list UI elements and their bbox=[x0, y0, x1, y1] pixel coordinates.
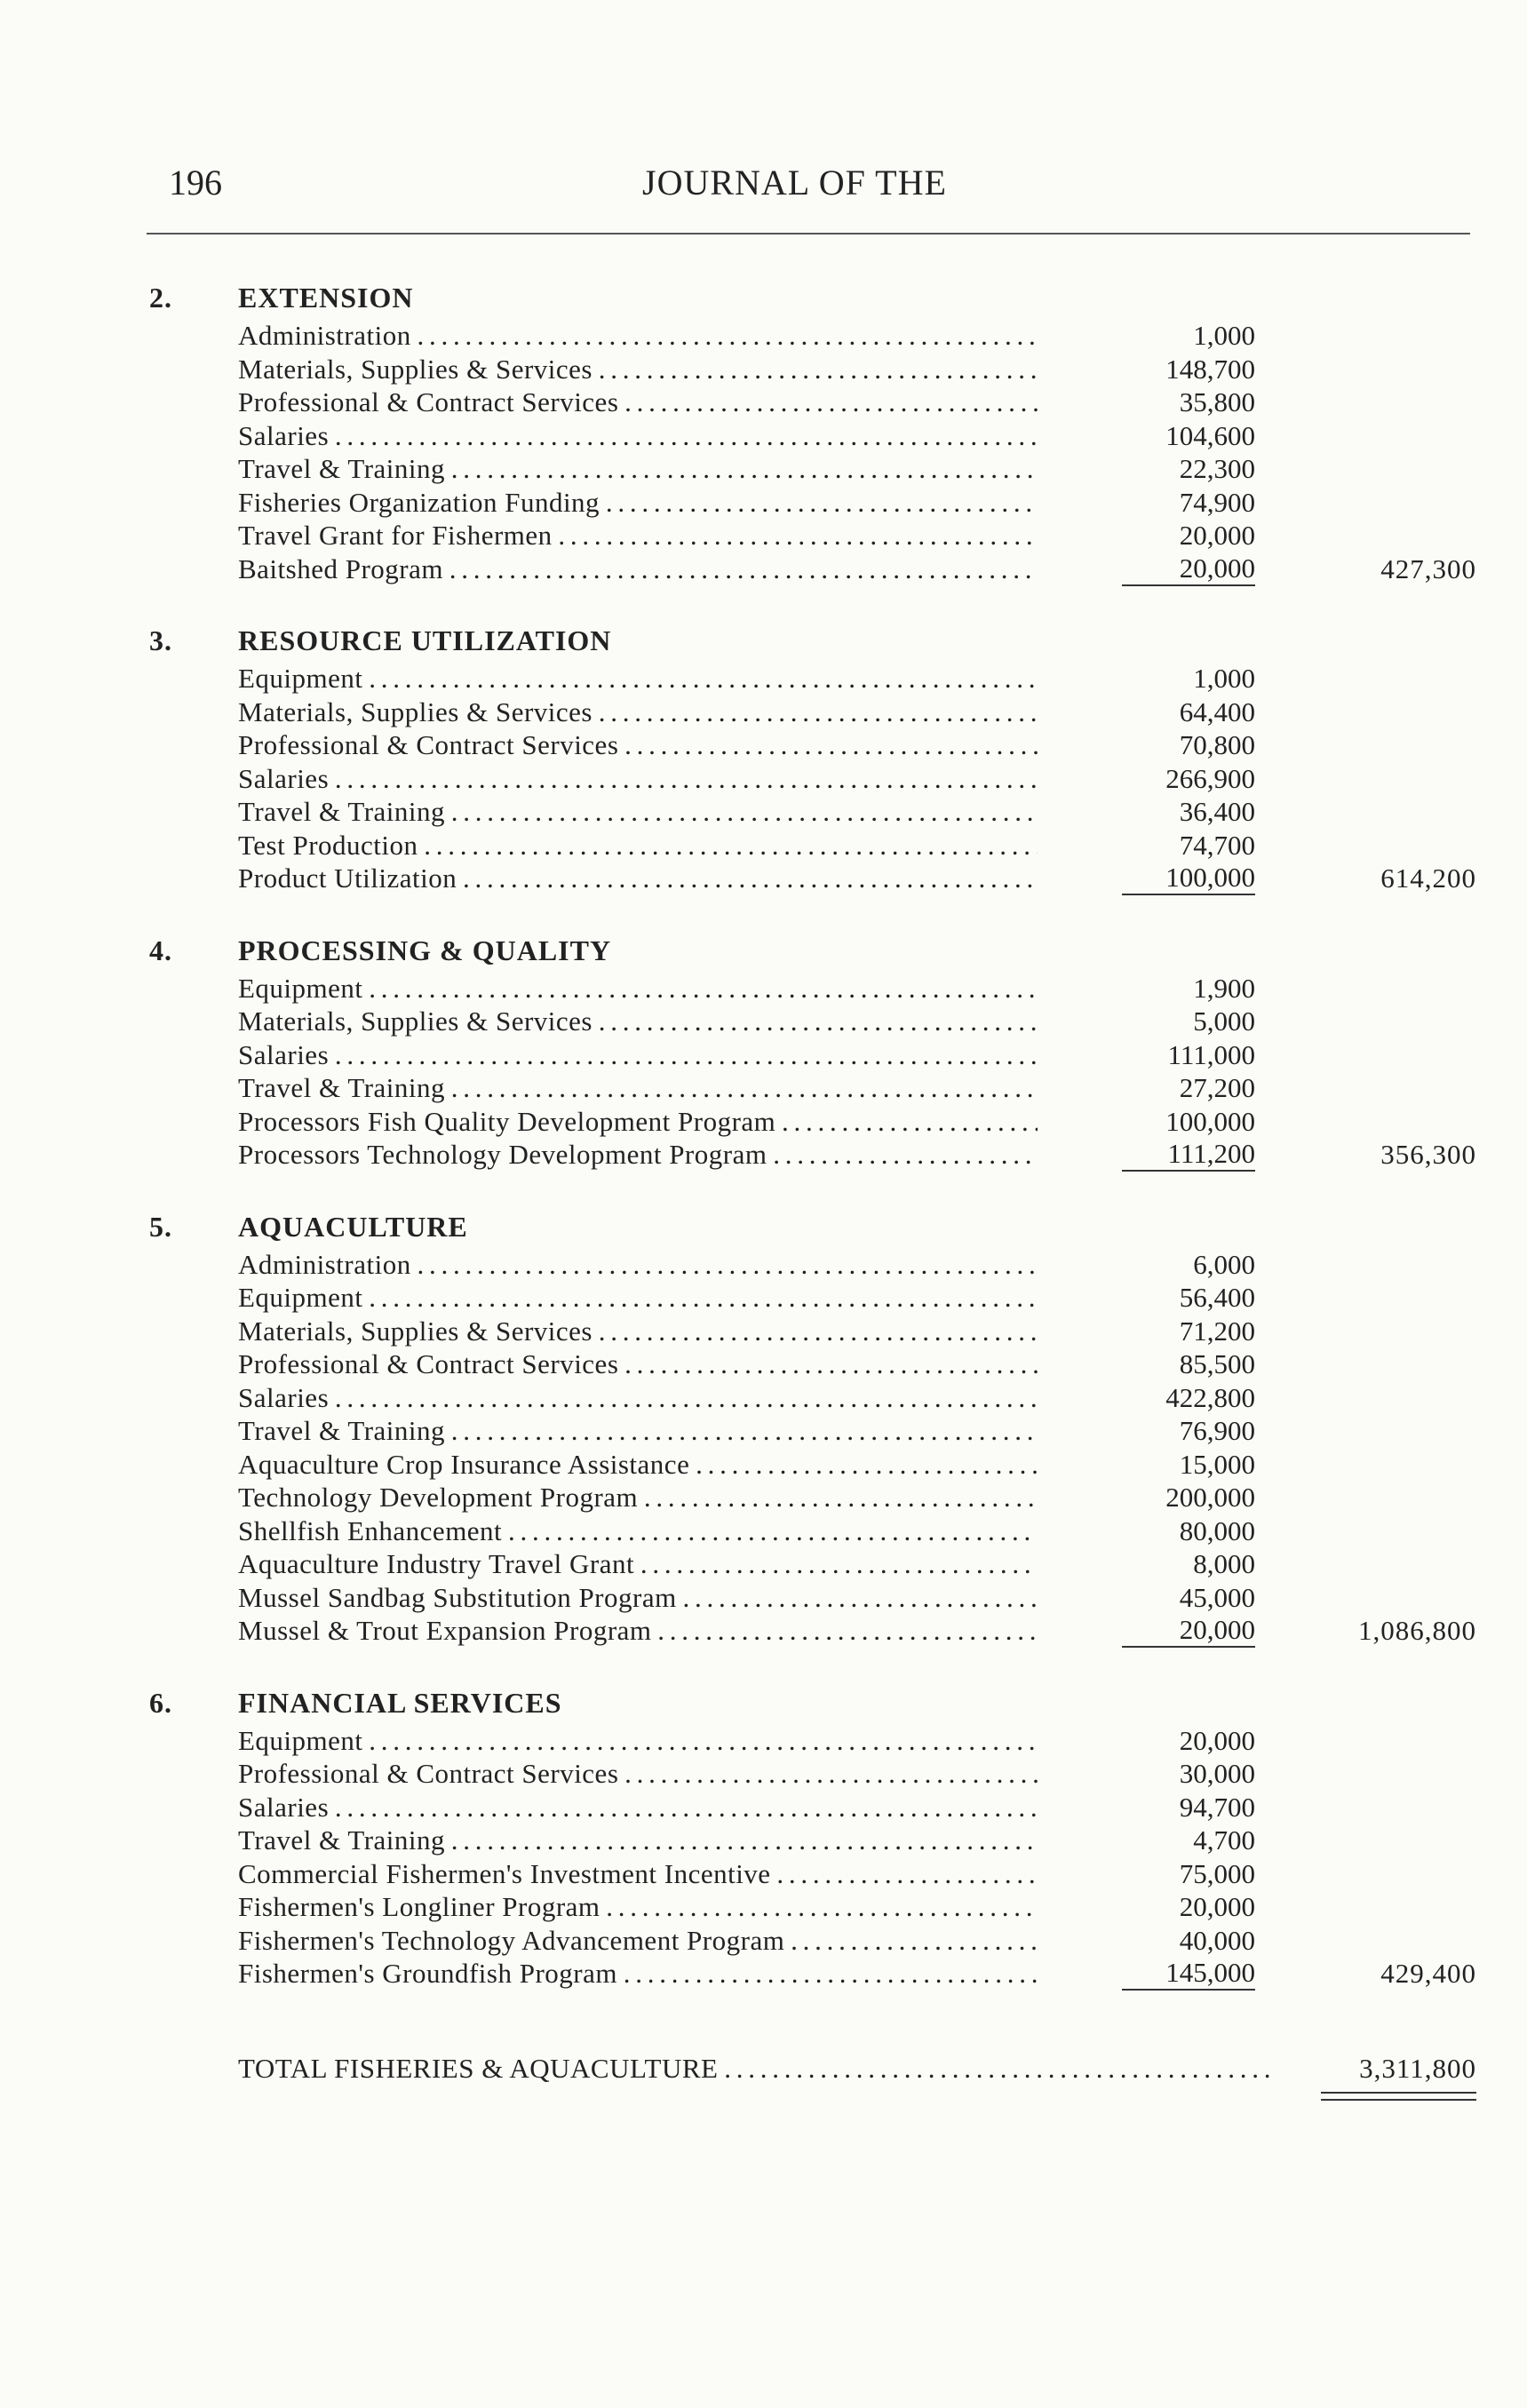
line-item-amount: 148,700 bbox=[1165, 353, 1255, 385]
line-item-label: Materials, Supplies & Services . . . bbox=[238, 353, 1038, 386]
section-heading bbox=[0, 1685, 1527, 1724]
line-item-label: Equipment . . . bbox=[238, 662, 1038, 695]
line-item-amount: 75,000 bbox=[1179, 1857, 1255, 1889]
line-item-amount: 45,000 bbox=[1179, 1581, 1255, 1613]
line-item bbox=[0, 1724, 1527, 1758]
line-item bbox=[0, 1547, 1527, 1581]
line-item-amount: 94,700 bbox=[1179, 1791, 1255, 1823]
line-item bbox=[0, 862, 1527, 895]
line-item-amount: 1,900 bbox=[1193, 972, 1255, 1004]
line-item-amount: 20,000 bbox=[1179, 1891, 1255, 1922]
line-item-label: Fishermen's Longliner Program . . . bbox=[238, 1890, 1038, 1924]
grand-total-row bbox=[0, 2047, 1527, 2086]
line-item-label: Travel & Training . . . bbox=[238, 1071, 1038, 1105]
line-item-amount: 20,000 bbox=[1122, 552, 1255, 586]
line-item-label: Travel & Training . . . bbox=[238, 1824, 1038, 1857]
line-item bbox=[0, 1071, 1527, 1105]
line-item-label: Salaries . . . bbox=[238, 1381, 1038, 1415]
line-item-amount: 100,000 bbox=[1165, 1105, 1255, 1137]
line-item-label: Aquaculture Industry Travel Grant . . . bbox=[238, 1547, 1038, 1581]
line-item-label: Administration . . . bbox=[238, 319, 1038, 353]
line-item-amount: 30,000 bbox=[1179, 1758, 1255, 1789]
line-item-label: Shellfish Enhancement . . . bbox=[238, 1514, 1038, 1548]
section-number: 4. bbox=[149, 934, 172, 966]
line-item bbox=[0, 1481, 1527, 1514]
line-item-label: Test Production . . . bbox=[238, 829, 1038, 862]
line-item-amount: 76,900 bbox=[1179, 1415, 1255, 1446]
line-item-amount: 104,600 bbox=[1165, 419, 1255, 451]
line-item bbox=[0, 1614, 1527, 1648]
line-item bbox=[0, 1957, 1527, 1991]
line-item bbox=[0, 552, 1527, 586]
line-item-label: Travel & Training . . . bbox=[238, 452, 1038, 486]
line-item-label: Professional & Contract Services . . . bbox=[238, 728, 1038, 762]
section-heading bbox=[0, 933, 1527, 972]
line-item-label: Equipment . . . bbox=[238, 1281, 1038, 1315]
line-item-label: Salaries . . . bbox=[238, 762, 1038, 796]
line-item bbox=[0, 385, 1527, 419]
line-item bbox=[0, 1514, 1527, 1548]
line-item-label: Mussel Sandbag Substitution Program . . . bbox=[238, 1581, 1038, 1615]
line-item bbox=[0, 419, 1527, 453]
section-number: 2. bbox=[149, 282, 172, 314]
section-number: 3. bbox=[149, 624, 172, 656]
line-item-amount: 111,000 bbox=[1167, 1038, 1255, 1070]
line-item-label: Professional & Contract Services . . . bbox=[238, 385, 1038, 419]
line-item-amount: 6,000 bbox=[1193, 1248, 1255, 1280]
line-item bbox=[0, 1381, 1527, 1415]
line-item bbox=[0, 319, 1527, 353]
line-item-amount: 56,400 bbox=[1179, 1282, 1255, 1313]
line-item bbox=[0, 1857, 1527, 1891]
line-item-amount: 74,700 bbox=[1179, 829, 1255, 861]
line-item-label: Travel & Training . . . bbox=[238, 1414, 1038, 1448]
line-item bbox=[0, 1581, 1527, 1615]
section-heading bbox=[0, 280, 1527, 319]
line-item-label: Professional & Contract Services . . . bbox=[238, 1347, 1038, 1381]
section-title: EXTENSION bbox=[238, 282, 414, 314]
line-item-label: Administration . . . bbox=[238, 1248, 1038, 1282]
line-item-amount: 1,000 bbox=[1193, 320, 1255, 351]
budget-section bbox=[0, 1209, 1527, 1648]
line-item-amount: 70,800 bbox=[1179, 729, 1255, 760]
line-item-label: Travel Grant for Fishermen . . . bbox=[238, 519, 1038, 552]
line-item bbox=[0, 1890, 1527, 1924]
line-item-amount: 85,500 bbox=[1179, 1348, 1255, 1379]
line-item-label: Salaries . . . bbox=[238, 419, 1038, 453]
line-item bbox=[0, 519, 1527, 552]
line-item-label: Fisheries Organization Funding . . . bbox=[238, 486, 1038, 520]
line-item-amount: 5,000 bbox=[1193, 1005, 1255, 1037]
line-item bbox=[0, 1347, 1527, 1381]
line-item-amount: 35,800 bbox=[1179, 386, 1255, 417]
budget-section bbox=[0, 1685, 1527, 1991]
line-item-amount: 200,000 bbox=[1165, 1482, 1255, 1513]
line-item-label: Aquaculture Crop Insurance Assistance . . . bbox=[238, 1448, 1038, 1482]
budget-section bbox=[0, 280, 1527, 585]
line-item-amount: 64,400 bbox=[1179, 695, 1255, 727]
budget-sections bbox=[0, 280, 1527, 2028]
line-item-amount: 36,400 bbox=[1179, 796, 1255, 827]
line-item-label: Fishermen's Groundfish Program . . . bbox=[238, 1957, 1038, 1991]
section-title: AQUACULTURE bbox=[238, 1210, 468, 1243]
page-header bbox=[147, 162, 1470, 206]
line-item bbox=[0, 1281, 1527, 1315]
line-item-amount: 27,200 bbox=[1179, 1072, 1255, 1103]
section-title: PROCESSING & QUALITY bbox=[238, 934, 612, 966]
line-item bbox=[0, 972, 1527, 1005]
section-title: RESOURCE UTILIZATION bbox=[238, 624, 612, 656]
line-item bbox=[0, 1315, 1527, 1348]
grand-total-double-rule bbox=[1321, 2092, 1476, 2101]
line-item-amount: 266,900 bbox=[1165, 762, 1255, 794]
grand-total-label: TOTAL FISHERIES & AQUACULTURE . . . bbox=[238, 2053, 1273, 2085]
line-item bbox=[0, 486, 1527, 520]
line-item-label: Processors Fish Quality Development Program . . . bbox=[238, 1105, 1038, 1139]
budget-section bbox=[0, 623, 1527, 895]
budget-section bbox=[0, 933, 1527, 1172]
line-item-amount: 80,000 bbox=[1179, 1514, 1255, 1546]
section-subtotal: 356,300 bbox=[1380, 1139, 1476, 1170]
line-item bbox=[0, 762, 1527, 796]
line-item-amount: 100,000 bbox=[1122, 862, 1255, 895]
section-number: 6. bbox=[149, 1686, 172, 1719]
line-item-amount: 1,000 bbox=[1193, 663, 1255, 694]
line-item bbox=[0, 1105, 1527, 1139]
line-item-label: Equipment . . . bbox=[238, 972, 1038, 1005]
line-item-label: Salaries . . . bbox=[238, 1791, 1038, 1824]
line-item-label: Equipment . . . bbox=[238, 1724, 1038, 1758]
line-item bbox=[0, 1791, 1527, 1824]
line-item-label: Professional & Contract Services . . . bbox=[238, 1757, 1038, 1791]
section-number: 5. bbox=[149, 1210, 172, 1243]
section-heading bbox=[0, 623, 1527, 662]
line-item bbox=[0, 695, 1527, 729]
line-item-label: Mussel & Trout Expansion Program . . . bbox=[238, 1614, 1038, 1648]
line-item-amount: 40,000 bbox=[1179, 1924, 1255, 1956]
line-item-label: Baitshed Program . . . bbox=[238, 552, 1038, 586]
line-item-amount: 15,000 bbox=[1179, 1448, 1255, 1480]
line-item bbox=[0, 1757, 1527, 1791]
line-item bbox=[0, 1924, 1527, 1958]
line-item-amount: 4,700 bbox=[1193, 1824, 1255, 1856]
line-item bbox=[0, 1005, 1527, 1038]
line-item bbox=[0, 1824, 1527, 1857]
line-item bbox=[0, 662, 1527, 695]
header-divider bbox=[147, 233, 1470, 234]
line-item-label: Salaries . . . bbox=[238, 1038, 1038, 1072]
section-heading bbox=[0, 1209, 1527, 1248]
line-item-label: Travel & Training . . . bbox=[238, 795, 1038, 829]
line-item bbox=[0, 728, 1527, 762]
line-item-amount: 20,000 bbox=[1179, 1724, 1255, 1756]
line-item bbox=[0, 1448, 1527, 1482]
line-item bbox=[0, 1248, 1527, 1282]
page-number: 196 bbox=[169, 163, 222, 203]
line-item-label: Fishermen's Technology Advancement Program . . . bbox=[238, 1924, 1038, 1958]
line-item bbox=[0, 1038, 1527, 1072]
line-item-amount: 74,900 bbox=[1179, 486, 1255, 518]
line-item-amount: 22,300 bbox=[1179, 453, 1255, 484]
grand-total-amount: 3,311,800 bbox=[1359, 2053, 1476, 2084]
section-subtotal: 614,200 bbox=[1380, 862, 1476, 894]
line-item-label: Materials, Supplies & Services . . . bbox=[238, 1315, 1038, 1348]
line-item-amount: 145,000 bbox=[1122, 1957, 1255, 1991]
journal-title: JOURNAL OF THE bbox=[642, 163, 947, 203]
line-item-label: Processors Technology Development Program . . . bbox=[238, 1138, 1038, 1172]
line-item bbox=[0, 353, 1527, 386]
section-subtotal: 427,300 bbox=[1380, 552, 1476, 584]
line-item-label: Product Utilization . . . bbox=[238, 862, 1038, 895]
line-item-amount: 20,000 bbox=[1179, 520, 1255, 551]
section-subtotal: 429,400 bbox=[1380, 1958, 1476, 1989]
line-item-amount: 20,000 bbox=[1122, 1614, 1255, 1648]
section-subtotal: 1,086,800 bbox=[1358, 1615, 1476, 1646]
line-item-amount: 111,200 bbox=[1122, 1138, 1255, 1172]
line-item-label: Commercial Fishermen's Investment Incentive . . . bbox=[238, 1857, 1038, 1891]
line-item bbox=[0, 1414, 1527, 1448]
line-item bbox=[0, 452, 1527, 486]
line-item-label: Technology Development Program . . . bbox=[238, 1481, 1038, 1514]
section-title: FINANCIAL SERVICES bbox=[238, 1686, 562, 1719]
line-item-amount: 8,000 bbox=[1193, 1548, 1255, 1579]
line-item bbox=[0, 829, 1527, 862]
line-item-label: Materials, Supplies & Services . . . bbox=[238, 1005, 1038, 1038]
line-item-label: Materials, Supplies & Services . . . bbox=[238, 695, 1038, 729]
line-item-amount: 422,800 bbox=[1165, 1381, 1255, 1413]
line-item-amount: 71,200 bbox=[1179, 1315, 1255, 1347]
line-item bbox=[0, 795, 1527, 829]
line-item bbox=[0, 1138, 1527, 1172]
